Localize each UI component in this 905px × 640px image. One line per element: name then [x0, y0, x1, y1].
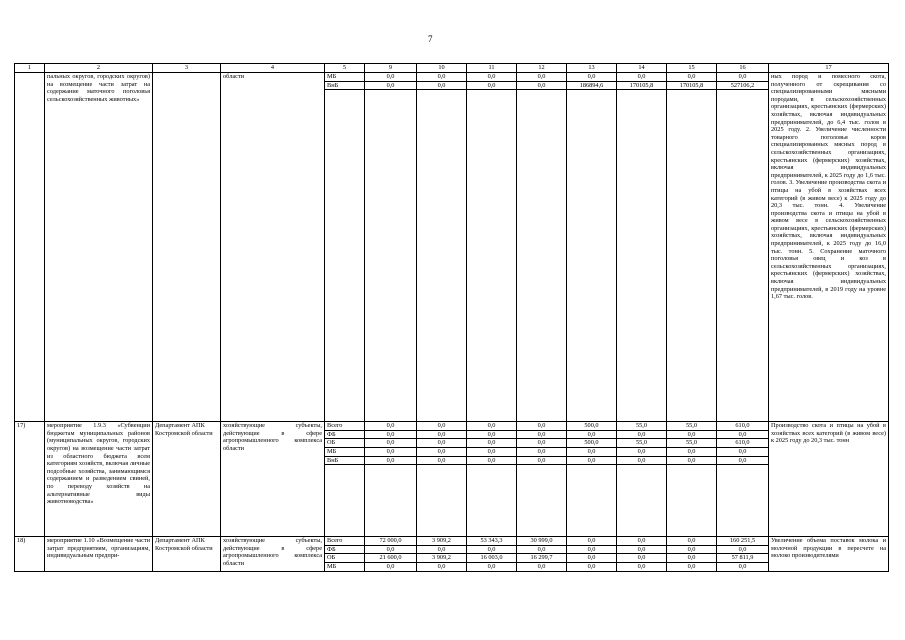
total-cell: 0,0	[717, 447, 769, 456]
value-cell: 0,0	[567, 447, 617, 456]
total-cell: 0,0	[717, 545, 769, 554]
empty-cell	[325, 90, 365, 422]
total-cell: 0,0	[717, 456, 769, 465]
value-cell: 0,0	[417, 545, 467, 554]
total-cell: 0,0	[717, 430, 769, 439]
header-cell: 13	[567, 64, 617, 73]
header-cell: 3	[153, 64, 221, 73]
responsible-executor: Департамент АПК Костромской области	[153, 537, 221, 571]
funding-source: ОБ	[325, 554, 365, 563]
header-cell: 4	[221, 64, 325, 73]
value-cell: 0,0	[365, 430, 417, 439]
empty-cell	[717, 465, 769, 537]
header-cell: 10	[417, 64, 467, 73]
value-cell: 0,0	[617, 554, 667, 563]
empty-cell	[417, 465, 467, 537]
value-cell: 0,0	[517, 422, 567, 431]
total-cell: 610,0	[717, 422, 769, 431]
expected-results: Увеличение объема поставок молока и молочной продукции в пересчете на молоко производителями	[769, 537, 889, 571]
value-cell: 0,0	[617, 545, 667, 554]
value-cell: 0,0	[567, 430, 617, 439]
value-cell: 0,0	[517, 430, 567, 439]
value-cell: 55,0	[667, 422, 717, 431]
value-cell: 3 909,2	[417, 537, 467, 546]
header-cell: 5	[325, 64, 365, 73]
value-cell: 186894,6	[567, 81, 617, 90]
value-cell: 0,0	[467, 447, 517, 456]
value-cell: 30 999,0	[517, 537, 567, 546]
empty-cell	[417, 90, 467, 422]
value-cell: 0,0	[667, 456, 717, 465]
value-cell: 0,0	[365, 439, 417, 448]
value-cell: 55,0	[617, 422, 667, 431]
value-cell: 0,0	[667, 545, 717, 554]
value-cell: 55,0	[667, 439, 717, 448]
header-row	[15, 64, 889, 73]
funding-source: МБ	[325, 447, 365, 456]
value-cell: 0,0	[517, 439, 567, 448]
value-cell: 0,0	[567, 562, 617, 571]
value-cell: 0,0	[567, 545, 617, 554]
responsible-executor: Департамент АПК Костромской области	[153, 422, 221, 537]
expected-results: ных пород и помесного скота, полученного от скрещивания со специализированными мясными породами, в сельскохозяйственных организациях, крестьянских (фермерских) хозяйствах, включая индивидуальных предпринимателей, до 6,4 тыс. голов в 2025 году. 2. Увеличение численности товарного поголовья коров специализированных мясных пород в сельскохозяйственных организациях, крестьянских (фермерских) хозяйствах, включая индивидуальных предпринимателей, к 2025 году до 1,6 тыс. голов. 3. Увеличение производства скота и птицы на убой в хозяйствах всех категорий (в живом весе) к 2025 году до 20,3 тыс. тонн. 4. Увеличение производства скота и птицы на убой в живом весе в сельскохозяйственных организациях, крестьянских (фермерских) хозяйствах, включая индивидуальных предпринимателей, к 2025 году до 16,0 тыс. тонн. 5. Сохранение маточного поголовья овец и коз в сельскохозяйственных организациях, крестьянских (фермерских) хозяйствах, включая индивидуальных предпринимателей, в 2019 году на уровне 1,67 тыс. голов.	[769, 73, 889, 422]
value-cell: 0,0	[517, 562, 567, 571]
value-cell: 0,0	[667, 447, 717, 456]
total-cell: 0,0	[717, 73, 769, 82]
value-cell: 0,0	[417, 73, 467, 82]
funding-source: МБ	[325, 73, 365, 82]
participants: хозяйствующие субъекты, действующие в сфере агропромышленного комплекса области	[221, 537, 325, 571]
funding-source: МБ	[325, 562, 365, 571]
total-cell: 610,0	[717, 439, 769, 448]
value-cell: 0,0	[417, 430, 467, 439]
row-number	[15, 73, 45, 422]
activity-description: мероприятие 1.9.3 «Субвенции бюджетам муниципальных районов (муниципальных округов, городских округов) на возмещение части затрат из областного бюджета всем категориям хозяйств, включая личные подсобные хозяйства, занимающимся содержанием и разведением свиней, по переводу хозяйств на альтернативные виды животноводства»	[45, 422, 153, 537]
value-cell: 0,0	[365, 422, 417, 431]
value-cell: 0,0	[667, 73, 717, 82]
value-cell: 0,0	[417, 439, 467, 448]
empty-cell	[517, 465, 567, 537]
header-cell: 11	[467, 64, 517, 73]
value-cell: 0,0	[365, 81, 417, 90]
empty-cell	[325, 465, 365, 537]
funding-source: ФБ	[325, 545, 365, 554]
value-cell: 0,0	[467, 430, 517, 439]
value-cell: 0,0	[517, 447, 567, 456]
empty-cell	[617, 465, 667, 537]
value-cell: 53 343,3	[467, 537, 517, 546]
value-cell: 0,0	[617, 73, 667, 82]
value-cell: 0,0	[667, 562, 717, 571]
value-cell: 0,0	[517, 545, 567, 554]
value-cell: 0,0	[467, 73, 517, 82]
total-cell: 160 251,5	[717, 537, 769, 546]
value-cell: 21 600,0	[365, 554, 417, 563]
value-cell: 0,0	[617, 537, 667, 546]
value-cell: 0,0	[617, 456, 667, 465]
empty-cell	[567, 90, 617, 422]
program-table	[14, 63, 889, 572]
value-cell: 0,0	[467, 456, 517, 465]
responsible-executor	[153, 73, 221, 422]
empty-cell	[667, 465, 717, 537]
value-cell: 0,0	[567, 73, 617, 82]
funding-source: ОБ	[325, 439, 365, 448]
value-cell: 0,0	[617, 562, 667, 571]
value-cell: 0,0	[417, 456, 467, 465]
participants: области	[221, 73, 325, 422]
total-cell: 0,0	[717, 562, 769, 571]
value-cell: 0,0	[467, 545, 517, 554]
empty-cell	[567, 465, 617, 537]
value-cell: 3 909,2	[417, 554, 467, 563]
total-cell: 527106,2	[717, 81, 769, 90]
empty-cell	[365, 465, 417, 537]
value-cell: 0,0	[467, 422, 517, 431]
value-cell: 0,0	[617, 430, 667, 439]
value-cell: 0,0	[567, 554, 617, 563]
funding-source: ВнБ	[325, 81, 365, 90]
value-cell: 0,0	[667, 554, 717, 563]
value-cell: 0,0	[667, 537, 717, 546]
expected-results: Производство скота и птицы на убой в хозяйствах всех категорий (в живом весе) к 2025 году до 20,3 тыс. тонн	[769, 422, 889, 537]
header-cell: 9	[365, 64, 417, 73]
value-cell: 0,0	[467, 439, 517, 448]
activity-description: мероприятие 1.10 «Возмещение части затрат предприятиям, организациям, индивидуальным предпри-	[45, 537, 153, 571]
page-number: 7	[428, 34, 433, 44]
header-cell: 2	[45, 64, 153, 73]
empty-cell	[467, 465, 517, 537]
header-cell: 14	[617, 64, 667, 73]
value-cell: 170105,8	[617, 81, 667, 90]
value-cell: 0,0	[567, 537, 617, 546]
value-cell: 500,0	[567, 422, 617, 431]
value-cell: 0,0	[517, 81, 567, 90]
row-number: 18)	[15, 537, 45, 571]
table-row	[15, 537, 889, 546]
header-cell: 17	[769, 64, 889, 73]
value-cell: 0,0	[365, 562, 417, 571]
value-cell: 170105,8	[667, 81, 717, 90]
value-cell: 0,0	[417, 81, 467, 90]
value-cell: 0,0	[467, 81, 517, 90]
value-cell: 0,0	[365, 73, 417, 82]
table-row	[15, 422, 889, 431]
funding-source: Всего	[325, 537, 365, 546]
table-row	[15, 73, 889, 82]
value-cell: 0,0	[467, 562, 517, 571]
value-cell: 0,0	[365, 447, 417, 456]
header-cell: 15	[667, 64, 717, 73]
value-cell: 55,0	[617, 439, 667, 448]
value-cell: 0,0	[517, 456, 567, 465]
participants: хозяйствующие субъекты, действующие в сфере агропромышленного комплекса области	[221, 422, 325, 537]
empty-cell	[467, 90, 517, 422]
funding-source: ФБ	[325, 430, 365, 439]
value-cell: 0,0	[417, 447, 467, 456]
value-cell: 16 003,0	[467, 554, 517, 563]
empty-cell	[717, 90, 769, 422]
empty-cell	[365, 90, 417, 422]
value-cell: 16 299,7	[517, 554, 567, 563]
funding-source: ВнБ	[325, 456, 365, 465]
empty-cell	[517, 90, 567, 422]
empty-cell	[667, 90, 717, 422]
value-cell: 500,0	[567, 439, 617, 448]
header-cell: 16	[717, 64, 769, 73]
value-cell: 0,0	[365, 545, 417, 554]
value-cell: 0,0	[417, 562, 467, 571]
header-cell: 12	[517, 64, 567, 73]
empty-cell	[617, 90, 667, 422]
value-cell: 0,0	[417, 422, 467, 431]
row-number: 17)	[15, 422, 45, 537]
activity-description: пальных округов, городских округов) на возмещение части затрат на содержание маточного поголовья сельскохозяйственных животных»	[45, 73, 153, 422]
value-cell: 72 000,0	[365, 537, 417, 546]
value-cell: 0,0	[617, 447, 667, 456]
funding-source: Всего	[325, 422, 365, 431]
total-cell: 57 811,9	[717, 554, 769, 563]
value-cell: 0,0	[667, 430, 717, 439]
header-cell: 1	[15, 64, 45, 73]
value-cell: 0,0	[567, 456, 617, 465]
value-cell: 0,0	[517, 73, 567, 82]
value-cell: 0,0	[365, 456, 417, 465]
